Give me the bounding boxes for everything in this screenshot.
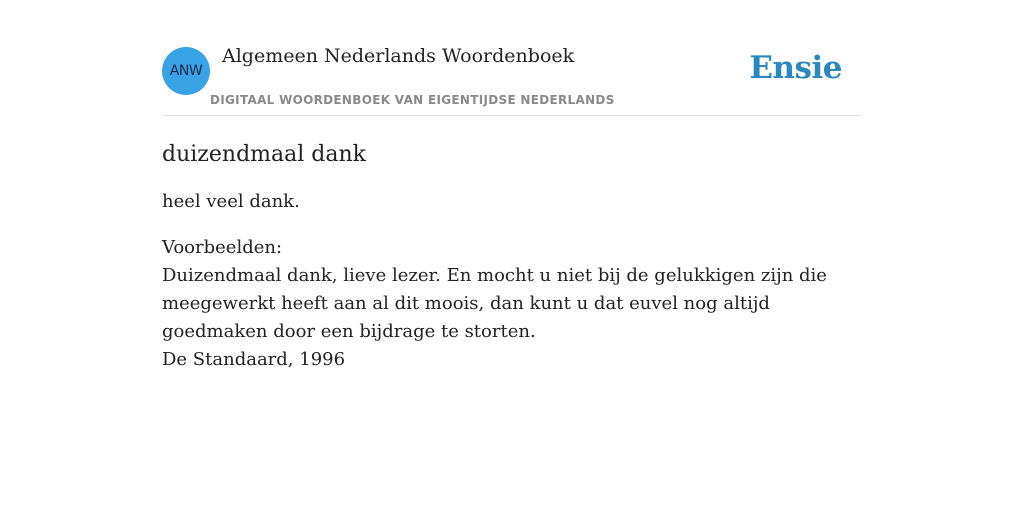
definition: heel veel dank. xyxy=(162,191,300,212)
examples-section xyxy=(162,234,862,374)
site-header xyxy=(162,0,862,116)
site-subtitle: DIGITAAL WOORDENBOEK VAN EIGENTIJDSE NEDERLANDS xyxy=(210,93,615,107)
anw-logo[interactable] xyxy=(162,47,210,95)
example-text: Duizendmaal dank, lieve lezer. En mocht u niet bij de gelukkigen zijn die meegewerkt heeft aan al dit moois, dan kunt u dat euvel nog altijd goedmaken door een bijdrage te storten. xyxy=(162,265,827,342)
example-source: De Standaard, 1996 xyxy=(162,349,346,370)
examples-label: Voorbeelden: xyxy=(162,237,283,258)
entry-content xyxy=(162,138,862,374)
site-title[interactable]: Algemeen Nederlands Woordenboek xyxy=(222,45,575,67)
ensie-logo-link[interactable]: Ensie xyxy=(749,50,842,86)
headword: duizendmaal dank xyxy=(162,142,366,167)
logo-text: ANW xyxy=(169,63,203,79)
